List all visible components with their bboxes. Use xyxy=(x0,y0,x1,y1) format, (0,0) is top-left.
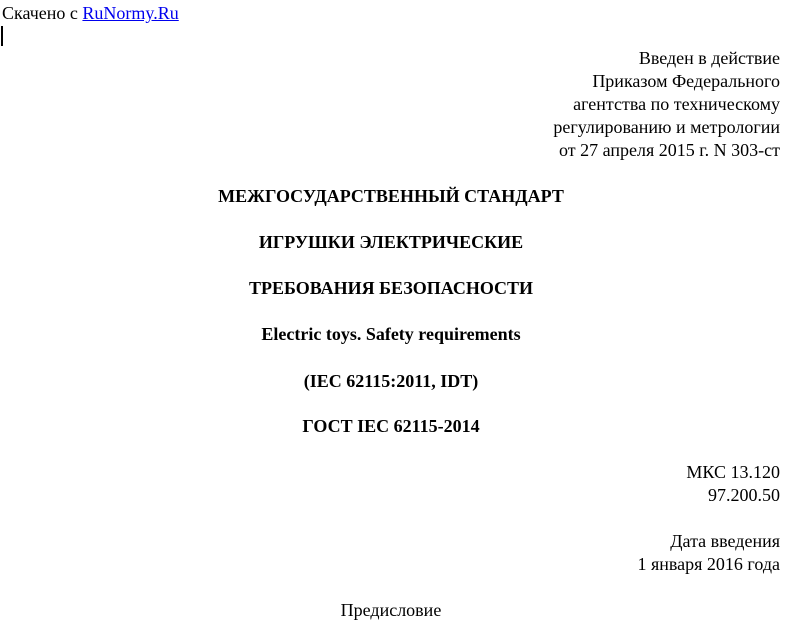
standard-type-heading: МЕЖГОСУДАРСТВЕННЫЙ СТАНДАРТ xyxy=(218,186,564,206)
introduction-date-label: Дата введения xyxy=(670,531,780,551)
preface-heading: Предисловие xyxy=(340,600,442,620)
english-title: Electric toys. Safety requirements xyxy=(261,324,521,344)
equivalence-note: (IEC 62115:2011, IDT) xyxy=(303,371,479,391)
introduction-date-block xyxy=(637,530,780,576)
approval-line: от 27 апреля 2015 г. N 303-ст xyxy=(559,140,780,160)
text-cursor xyxy=(1,26,3,46)
standard-designation: ГОСТ IEC 62115-2014 xyxy=(302,416,480,436)
approval-line: Введен в действие xyxy=(638,48,780,68)
document-title: ИГРУШКИ ЭЛЕКТРИЧЕСКИЕ xyxy=(258,232,524,252)
classification-code: 97.200.50 xyxy=(708,485,780,505)
document-subtitle: ТРЕБОВАНИЯ БЕЗОПАСНОСТИ xyxy=(248,278,534,298)
approval-block xyxy=(553,47,780,162)
approval-line: Приказом Федерального xyxy=(592,71,780,91)
source-line xyxy=(2,3,179,23)
source-link[interactable]: RuNormy.Ru xyxy=(82,3,179,23)
source-prefix: Скачено с xyxy=(2,3,83,23)
introduction-date-value: 1 января 2016 года xyxy=(637,554,780,574)
approval-line: регулированию и метрологии xyxy=(553,117,780,137)
classification-code: МКС 13.120 xyxy=(686,462,780,482)
approval-line: агентства по техническому xyxy=(573,94,780,114)
classification-block xyxy=(686,461,780,507)
